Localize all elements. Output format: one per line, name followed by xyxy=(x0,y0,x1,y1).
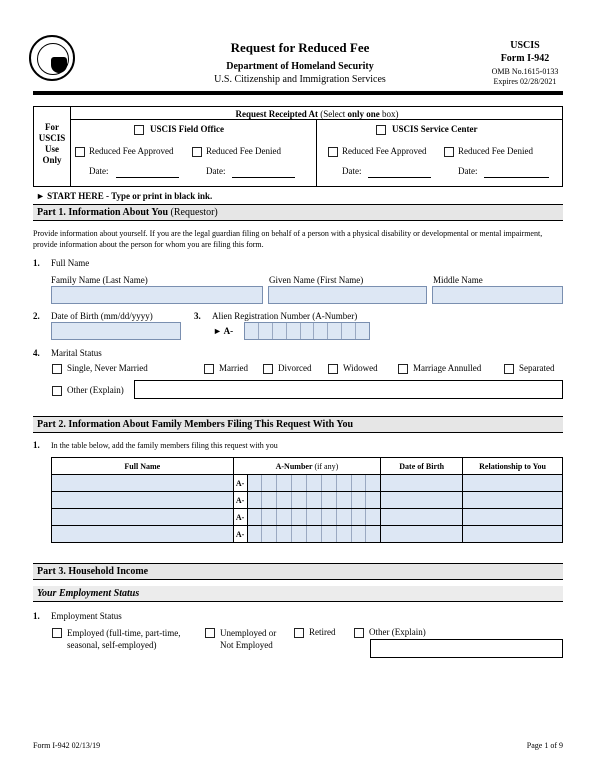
eagle-icon xyxy=(51,57,67,73)
single-checkbox[interactable] xyxy=(52,364,62,374)
q1-number: 1. xyxy=(33,258,40,268)
relationship-cell[interactable] xyxy=(463,492,563,509)
fo-approved-date-label: Date: xyxy=(89,166,109,176)
start-here-instruction: ► START HERE - Type or print in black ink. xyxy=(36,191,213,201)
a-number-cell[interactable] xyxy=(247,475,381,492)
full-name-cell[interactable] xyxy=(52,475,234,492)
full-name-cell[interactable] xyxy=(52,526,234,543)
department-name: Department of Homeland Security xyxy=(226,61,374,72)
part1-intro: Provide information about yourself. If you are the legal guardian filing on behalf of a person with a physical disability or developmental or mental impairment, provide information about the person for whom you are filing this form. xyxy=(33,229,543,249)
a-number-cell[interactable] xyxy=(247,526,381,543)
widowed-label: Widowed xyxy=(343,363,378,373)
field-office-checkbox[interactable] xyxy=(134,125,144,135)
a-prefix: A- xyxy=(233,475,247,492)
family-table-instruction: In the table below, add the family members filing this request with you xyxy=(51,441,278,450)
a-number-input[interactable] xyxy=(244,322,370,340)
family-name-input[interactable] xyxy=(51,286,263,304)
sc-denied-date-line[interactable] xyxy=(484,177,549,178)
omb-number: OMB No.1615-0133 xyxy=(491,67,559,76)
given-name-input[interactable] xyxy=(268,286,427,304)
dob-cell[interactable] xyxy=(381,475,463,492)
uscis-use-only-label: For USCIS Use Only xyxy=(38,122,66,165)
fo-approved-date-line[interactable] xyxy=(116,177,179,178)
part1-title: Part 1. Information About You (Requestor) xyxy=(37,207,218,218)
dob-cell[interactable] xyxy=(381,492,463,509)
single-label: Single, Never Married xyxy=(67,363,148,373)
employment-subtitle: Your Employment Status xyxy=(37,588,140,599)
relationship-cell[interactable] xyxy=(463,509,563,526)
fo-denied-label: Reduced Fee Denied xyxy=(206,146,281,156)
sc-approved-date-line[interactable] xyxy=(368,177,431,178)
form-title: Request for Reduced Fee xyxy=(230,40,370,55)
col-full-name: Full Name xyxy=(52,458,234,475)
relationship-cell[interactable] xyxy=(463,475,563,492)
q3-number: 3. xyxy=(194,311,201,321)
table-row xyxy=(52,509,563,526)
fo-approved-checkbox[interactable] xyxy=(75,147,85,157)
sc-denied-checkbox[interactable] xyxy=(444,147,454,157)
fo-denied-date-label: Date: xyxy=(206,166,226,176)
marital-status-label: Marital Status xyxy=(51,348,102,358)
col-a-number: A-Number (if any) xyxy=(233,458,381,475)
other-employment-label: Other (Explain) xyxy=(369,627,426,637)
sc-approved-date-label: Date: xyxy=(342,166,362,176)
other-employment-input[interactable] xyxy=(370,639,563,658)
full-name-label: Full Name xyxy=(51,258,90,268)
separated-checkbox[interactable] xyxy=(504,364,514,374)
employed-checkbox[interactable] xyxy=(52,628,62,638)
part3-title: Part 3. Household Income xyxy=(37,566,149,577)
part2-q1-number: 1. xyxy=(33,440,40,450)
unemployed-label: Unemployed or Not Employed xyxy=(220,628,277,650)
part3-q1-number: 1. xyxy=(33,611,40,621)
full-name-cell[interactable] xyxy=(52,509,234,526)
middle-name-label: Middle Name xyxy=(433,275,483,285)
expiration-date: Expires 02/28/2021 xyxy=(493,77,557,86)
service-center-checkbox[interactable] xyxy=(376,125,386,135)
table-row xyxy=(52,475,563,492)
part2-title: Part 2. Information About Family Members Filing This Request With You xyxy=(37,419,354,430)
divorced-checkbox[interactable] xyxy=(263,364,273,374)
q4-number: 4. xyxy=(33,348,40,358)
divorced-label: Divorced xyxy=(278,363,312,373)
dob-cell[interactable] xyxy=(381,526,463,543)
middle-name-input[interactable] xyxy=(432,286,563,304)
fo-approved-label: Reduced Fee Approved xyxy=(89,146,174,156)
a-number-cell[interactable] xyxy=(247,492,381,509)
sc-approved-checkbox[interactable] xyxy=(328,147,338,157)
other-marital-label: Other (Explain) xyxy=(67,385,124,395)
retired-label: Retired xyxy=(309,627,336,637)
service-center-label: USCIS Service Center xyxy=(392,124,478,134)
table-row xyxy=(52,492,563,509)
col-relationship: Relationship to You xyxy=(463,458,563,475)
receipt-title: Request Receipted At (Select only one box) xyxy=(235,109,399,119)
dob-input[interactable] xyxy=(51,322,181,340)
separated-label: Separated xyxy=(519,363,555,373)
married-checkbox[interactable] xyxy=(204,364,214,374)
a-prefix: A- xyxy=(233,526,247,543)
field-office-label: USCIS Field Office xyxy=(150,124,224,134)
right-agency: USCIS xyxy=(510,40,540,51)
full-name-cell[interactable] xyxy=(52,492,234,509)
a-prefix: A- xyxy=(233,492,247,509)
unemployed-checkbox[interactable] xyxy=(205,628,215,638)
other-marital-input[interactable] xyxy=(134,380,563,399)
widowed-checkbox[interactable] xyxy=(328,364,338,374)
married-label: Married xyxy=(219,363,248,373)
dob-label: Date of Birth (mm/dd/yyyy) xyxy=(51,311,153,321)
dhs-seal xyxy=(29,35,75,81)
annulled-checkbox[interactable] xyxy=(398,364,408,374)
relationship-cell[interactable] xyxy=(463,526,563,543)
a-number-label: Alien Registration Number (A-Number) xyxy=(212,311,358,321)
a-number-prefix: ► A- xyxy=(213,326,234,336)
agency-name: U.S. Citizenship and Immigration Services xyxy=(214,74,386,85)
q2-number: 2. xyxy=(33,311,40,321)
page-number: Page 1 of 9 xyxy=(526,741,563,750)
a-prefix: A- xyxy=(233,509,247,526)
table-row xyxy=(52,526,563,543)
employment-status-label: Employment Status xyxy=(51,611,122,621)
dob-cell[interactable] xyxy=(381,509,463,526)
given-name-label: Given Name (First Name) xyxy=(269,275,364,285)
a-number-cell[interactable] xyxy=(247,509,381,526)
family-name-label: Family Name (Last Name) xyxy=(51,275,148,285)
table-header-row xyxy=(52,458,563,475)
family-members-table xyxy=(51,457,563,543)
fo-denied-checkbox[interactable] xyxy=(192,147,202,157)
fo-denied-date-line[interactable] xyxy=(232,177,295,178)
sc-denied-date-label: Date: xyxy=(458,166,478,176)
employed-label: Employed (full-time, part-time, seasonal, self-employed) xyxy=(67,628,181,650)
annulled-label: Marriage Annulled xyxy=(413,363,482,373)
other-marital-checkbox[interactable] xyxy=(52,386,62,396)
col-dob: Date of Birth xyxy=(381,458,463,475)
sc-approved-label: Reduced Fee Approved xyxy=(342,146,427,156)
retired-checkbox[interactable] xyxy=(294,628,304,638)
header-rule xyxy=(33,91,563,95)
footer-form-id: Form I-942 02/13/19 xyxy=(33,741,101,750)
form-number: Form I-942 xyxy=(500,53,550,64)
other-employment-checkbox[interactable] xyxy=(354,628,364,638)
sc-denied-label: Reduced Fee Denied xyxy=(458,146,533,156)
